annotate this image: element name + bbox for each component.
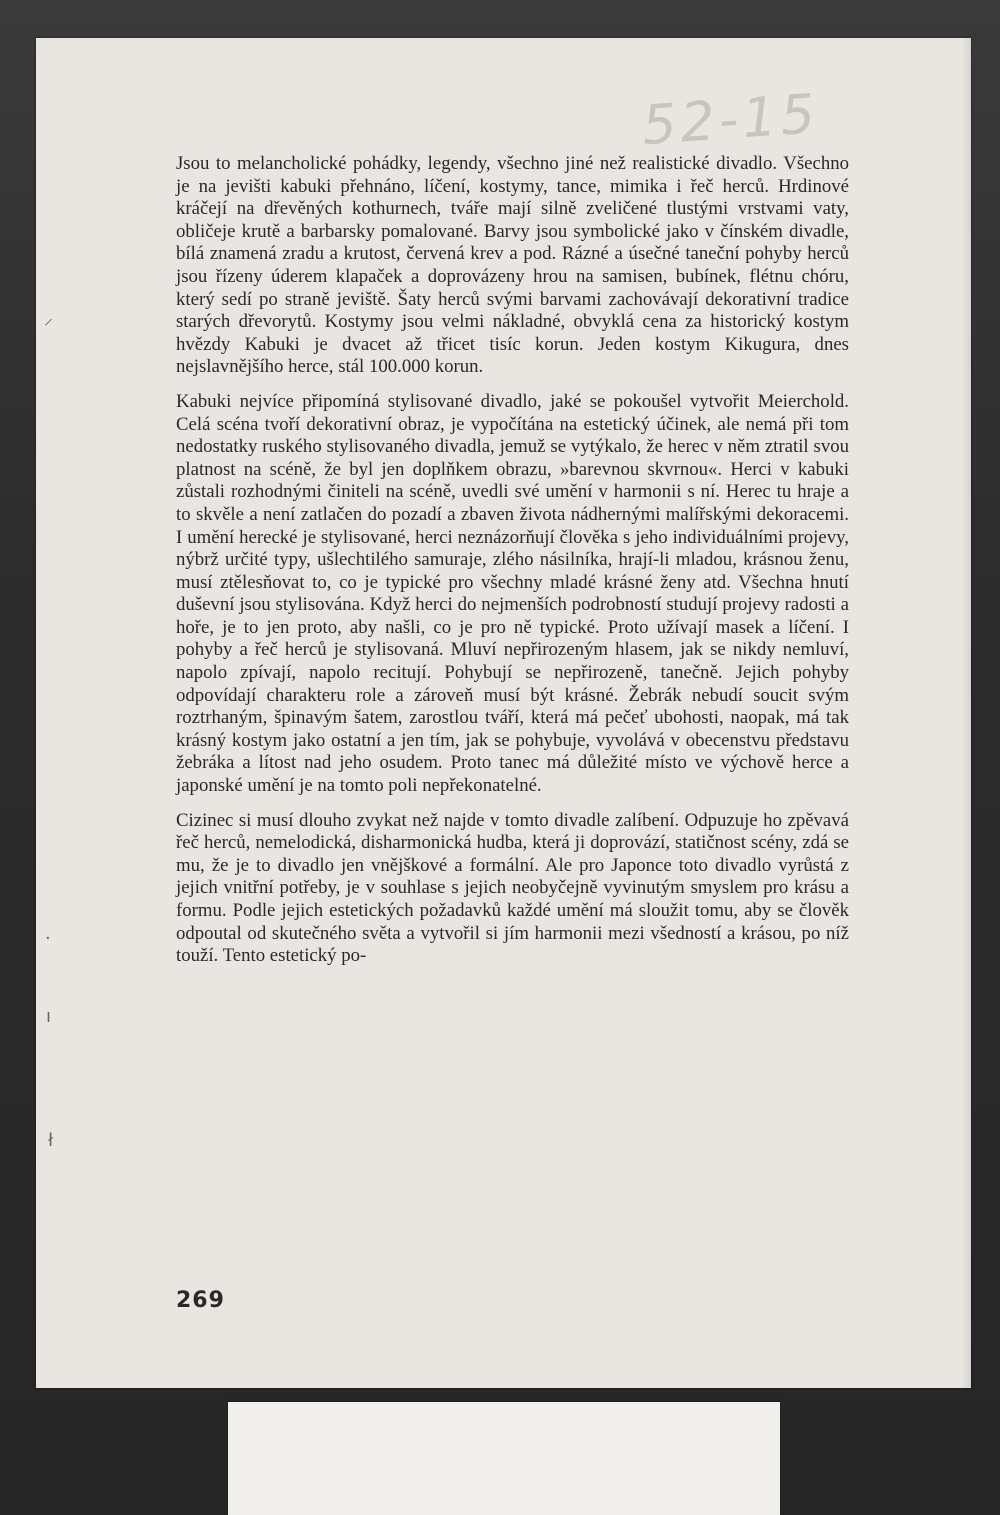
margin-mark: ⸝ — [44, 308, 53, 329]
body-text — [176, 153, 849, 980]
margin-mark: ı — [46, 1006, 52, 1027]
archive-label-strip — [228, 1402, 780, 1515]
book-page — [36, 38, 971, 1388]
pencil-annotation: 52-15 — [640, 81, 821, 158]
margin-mark: · — [45, 928, 51, 949]
margin-mark: ł — [48, 1130, 54, 1151]
page-edge-shadow — [961, 38, 971, 1388]
paragraph: Kabuki nejvíce připomíná stylisované divadlo, jaké se pokoušel vytvořit Meierchold. Celá scéna tvoří dekorativní obraz, je vypočítána na estetický účinek, ale nemá při tom nedostatky ruského stylisovaného divadla, jemuž se vytýkalo, že herec v něm ztratil svou platnost na scéně, že byl jen doplňkem obrazu, »barevnou skvrnou«. Herci v kabuki zůstali rozhodnými činiteli na scéně, uvedli své umění v harmonii s ní. Herec tu hraje a to skvěle a není zatlačen do pozadí a zbaven života nádhernými malířskými dekoracemi. I umění herecké je stylisované, herci neznázorňují člověka s jeho individuálními projevy, nýbrž určité typy, ušlechtilého samuraje, zlého násilníka, hrají-li mladou, krásnou ženu, musí ztělesňovat to, co je typické pro všechny mladé krásné ženy atd. Všechna hnutí duševní jsou stylisována. Když herci do nejmenších podrobností studují projevy radosti a hoře, je to jen proto, aby našli, co je pro ně typické. Proto užívají masek a líčení. I pohyby a řeč herců je stylisovaná. Mluví nepřirozeným hlasem, jak se nikdy nemluví, napolo zpívají, napolo recitují. Pohybují se nepřirozeně, tanečně. Jejich pohyby odpovídají charakteru role a zároveň musí být krásné. Žebrák nebudí soucit svým roztrhaným, špinavým šatem, zarostlou tváří, která má pečeť ubohosti, naopak, má tak krásný kostym jako ostatní a jen tím, jak se pohybuje, vyvolává v obecenstvu představu žebráka a lítost nad jeho osudem. Proto tanec má důležité místo ve výchově herce a japonské umění je na tomto poli nepřekonatelné. — [176, 390, 849, 797]
paragraph: Jsou to melancholické pohádky, legendy, všechno jiné než realistické divadlo. Všechno je na jevišti kabuki přehnáno, líčení, kostymy, tance, mimika i řeč herců. Hrdinové kráčejí na dřevěných kothurnech, tváře mají silně zveličené tlustými vrstvami vaty, obličeje krutě a barbarsky pomalované. Barvy jsou symbolické jako v čínském divadle, bílá znamená zradu a krutost, červená krev a pod. Rázné a úsečné taneční pohyby herců jsou řízeny úderem klapaček a doprovázeny hrou na samisen, bubínek, flétnu chóru, který sedí po straně jeviště. Šaty herců svými barvami zachovávají dekorativní tradice starých dřevorytů. Kostymy jsou velmi nákladné, obvyklá cena za historický kostym hvězdy Kabuki je dvacet až třicet tisíc korun. Jeden kostym Kikugura, dnes nejslavnějšího herce, stál 100.000 korun. — [176, 153, 849, 378]
paragraph: Cizinec si musí dlouho zvykat než najde v tomto divadle zalíbení. Odpuzuje ho zpěvavá řeč herců, nemelodická, disharmonická hudba, která ji doprovází, statičnost scény, zdá se mu, že je to divadlo jen vnějškové a formální. Ale pro Japonce toto divadlo vyrůstá z jejich vnitřní potřeby, je v souhlase s jejich neobyčejně vyvinutým smyslem pro krásu a formu. Podle jejich estetických požadavků každé umění má sloužit tomu, aby se člověk odpoutal od skutečného světa a vytvořil si jím harmonii mezi všedností a krásou, po níž touží. Tento estetický po- — [176, 809, 849, 967]
page-number: 269 — [176, 1288, 225, 1313]
